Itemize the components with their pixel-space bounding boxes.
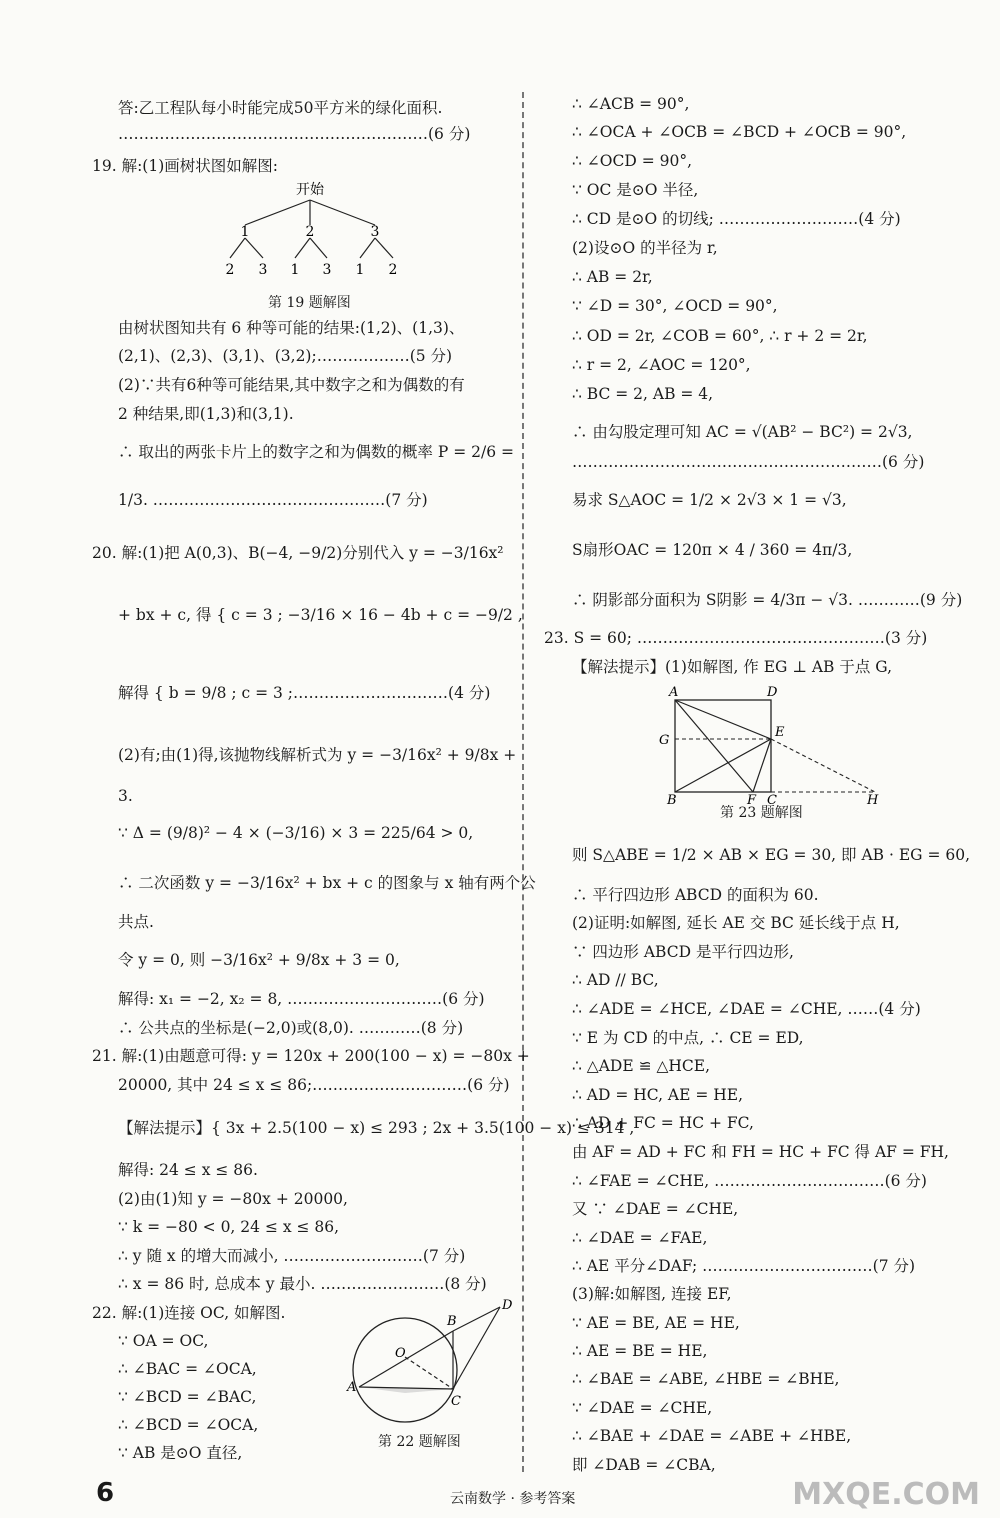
left-text-line: 3. xyxy=(118,787,133,805)
right-text-line: ……………………………………………………(6 分) xyxy=(572,453,925,471)
tree-diagram xyxy=(215,180,405,280)
tree-leaf: 2 xyxy=(388,262,398,278)
right-text-line: (3)解:如解图, 连接 EF, xyxy=(572,1285,732,1303)
right-text-line: ∴ ∠ADE = ∠HCE, ∠DAE = ∠CHE, ……(4 分) xyxy=(572,1000,921,1018)
left-text-line: ∴ 二次函数 y = −3/16x² + bx + c 的图象与 x 轴有两个公 xyxy=(118,874,536,892)
left-text-line: (2,1)、(2,3)、(3,1)、(3,2);………………(5 分) xyxy=(118,347,453,365)
left-text-line: ∴ ∠BCD = ∠OCA, xyxy=(118,1416,259,1434)
left-text-line: 共点. xyxy=(118,913,154,931)
left-text-line: 由树状图知共有 6 种等可能的结果:(1,2)、(1,3)、 xyxy=(118,319,465,337)
tree-node: 2 xyxy=(305,224,315,240)
right-text-line: ∵ ∠D = 30°, ∠OCD = 90°, xyxy=(572,297,778,315)
left-text-line: 21. 解:(1)由题意可得: y = 120x + 200(100 − x) = −80x + xyxy=(92,1047,530,1065)
left-text-line: 解得: 24 ≤ x ≤ 86. xyxy=(118,1161,258,1179)
right-text-line: ∴ ∠BAE = ∠ABE, ∠HBE = ∠BHE, xyxy=(572,1370,840,1388)
footer-title: 云南数学 · 参考答案 xyxy=(450,1491,576,1507)
tree-leaf: 3 xyxy=(258,262,268,278)
tree-root: 开始 xyxy=(296,182,324,198)
right-text-line: ∴ ∠BAE + ∠DAE = ∠ABE + ∠HBE, xyxy=(572,1427,852,1445)
right-text-line: ∴ AD = HC, AE = HE, xyxy=(572,1086,744,1104)
right-text-line: ∴ BC = 2, AB = 4, xyxy=(572,385,714,403)
left-text-line: 22. 解:(1)连接 OC, 如解图. xyxy=(92,1304,286,1322)
tree-node: 3 xyxy=(370,224,380,240)
left-text-line: 1/3. ………………………………………(7 分) xyxy=(118,491,428,509)
tree-node: 1 xyxy=(240,224,250,240)
right-text-line: ∴ 由勾股定理可知 AC = √(AB² − BC²) = 2√3, xyxy=(572,423,913,441)
left-text-line: ∵ AB 是⊙O 直径, xyxy=(118,1444,243,1462)
fig22-label: B xyxy=(447,1314,457,1329)
right-text-line: ∵ 四边形 ABCD 是平行四边形, xyxy=(572,943,794,961)
right-text-line: ∴ ∠ACB = 90°, xyxy=(572,95,690,113)
fig19-caption: 第 19 题解图 xyxy=(268,295,351,311)
right-text-line: ∵ OC 是⊙O 半径, xyxy=(572,181,699,199)
left-text-line: 20000, 其中 24 ≤ x ≤ 86;…………………………(6 分) xyxy=(118,1076,510,1094)
left-text-line: ∴ ∠BAC = ∠OCA, xyxy=(118,1360,257,1378)
left-text-line: ∴ 公共点的坐标是(−2,0)或(8,0). …………(8 分) xyxy=(118,1019,464,1037)
right-text-line: ∵ ∠DAE = ∠CHE, xyxy=(572,1399,713,1417)
right-text-line: ∴ 阴影部分面积为 S阴影 = 4/3π − √3. …………(9 分) xyxy=(572,591,963,609)
parallelogram-figure xyxy=(655,684,890,808)
left-text-line: (2)由(1)知 y = −80x + 20000, xyxy=(118,1190,348,1208)
left-text-line: ∴ 取出的两张卡片上的数字之和为偶数的概率 P = 2/6 = xyxy=(118,443,514,461)
left-text-line: ∵ OA = OC, xyxy=(118,1332,209,1350)
fig23-label: F xyxy=(747,793,757,808)
fig23-caption: 第 23 题解图 xyxy=(720,805,803,821)
right-text-line: ∴ OD = 2r, ∠COB = 60°, ∴ r + 2 = 2r, xyxy=(572,327,868,345)
fig22-label: O xyxy=(395,1346,406,1361)
right-text-line: (2)证明:如解图, 延长 AE 交 BC 延长线于点 H, xyxy=(572,914,900,932)
fig23-label: D xyxy=(767,685,778,700)
right-text-line: ∵ AE = BE, AE = HE, xyxy=(572,1314,740,1332)
tree-leaf: 3 xyxy=(322,262,332,278)
left-text-line: 答:乙工程队每小时能完成50平方米的绿化面积. xyxy=(118,99,443,117)
right-text-line: 由 AF = AD + FC 和 FH = HC + FC 得 AF = FH, xyxy=(572,1143,949,1161)
right-text-line: 【解法提示】(1)如解图, 作 EG ⊥ AB 于点 G, xyxy=(572,658,893,676)
fig22-label: D xyxy=(502,1298,513,1313)
fig23-label: G xyxy=(659,733,670,748)
circle-figure xyxy=(345,1295,520,1435)
left-text-line: 20. 解:(1)把 A(0,3)、B(−4, −9/2)分别代入 y = −3/16x² xyxy=(92,544,504,562)
right-text-line: 则 S△ABE = 1/2 × AB × EG = 30, 即 AB · EG = 60, xyxy=(572,846,971,864)
fig22-caption: 第 22 题解图 xyxy=(378,1434,461,1450)
watermark-logo: MXQE.COM xyxy=(792,1477,980,1512)
right-text-line: ∴ AD // BC, xyxy=(572,971,659,989)
right-text-line: ∴ AB = 2r, xyxy=(572,268,653,286)
left-text-line: 解得: x₁ = −2, x₂ = 8, …………………………(6 分) xyxy=(118,990,485,1008)
left-text-line: ∴ x = 86 时, 总成本 y 最小. ……………………(8 分) xyxy=(118,1275,487,1293)
right-text-line: ∴ △ADE ≌ △HCE, xyxy=(572,1057,711,1075)
fig22-label: A xyxy=(347,1380,357,1395)
right-text-line: ∴ ∠OCA + ∠OCB = ∠BCD + ∠OCB = 90°, xyxy=(572,123,907,141)
tree-leaf: 1 xyxy=(290,262,300,278)
fig23-label: H xyxy=(867,793,879,808)
right-text-line: 又 ∵ ∠DAE = ∠CHE, xyxy=(572,1200,739,1218)
left-text-line: ∵ Δ = (9/8)² − 4 × (−3/16) × 3 = 225/64 > 0, xyxy=(118,824,474,842)
right-text-line: ∴ ∠OCD = 90°, xyxy=(572,152,693,170)
right-text-line: ∴ AE 平分∠DAF; ……………………………(7 分) xyxy=(572,1257,916,1275)
left-text-line: ∵ k = −80 < 0, 24 ≤ x ≤ 86, xyxy=(118,1218,340,1236)
fig23-label: B xyxy=(667,793,677,808)
right-text-line: 23. S = 60; …………………………………………(3 分) xyxy=(544,629,928,647)
left-text-line: ∴ y 随 x 的增大而减小, ………………………(7 分) xyxy=(118,1247,466,1265)
right-text-line: 即 ∠DAB = ∠CBA, xyxy=(572,1456,716,1474)
left-text-line: 令 y = 0, 则 −3/16x² + 9/8x + 3 = 0, xyxy=(118,951,400,969)
fig23-label: C xyxy=(767,793,777,808)
right-text-line: 易求 S△AOC = 1/2 × 2√3 × 1 = √3, xyxy=(572,491,847,509)
left-text-line: ∵ ∠BCD = ∠BAC, xyxy=(118,1388,257,1406)
left-text-line: 【解法提示】{ 3x + 2.5(100 − x) ≤ 293 ; 2x + 3.5(100 − x) ≤ 314 , xyxy=(118,1119,635,1137)
right-text-line: ∵ E 为 CD 的中点, ∴ CE = ED, xyxy=(572,1029,804,1047)
left-text-line: 解得 { b = 9/8 ; c = 3 ;…………………………(4 分) xyxy=(118,684,491,702)
right-text-line: ∴ CD 是⊙O 的切线; ………………………(4 分) xyxy=(572,210,901,228)
right-text-line: ∴ ∠FAE = ∠CHE, ……………………………(6 分) xyxy=(572,1172,927,1190)
fig22-label: C xyxy=(451,1394,461,1409)
left-text-line: (2)∵共有6种等可能结果,其中数字之和为偶数的有 xyxy=(118,376,465,394)
left-text-line: ……………………………………………………(6 分) xyxy=(118,125,471,143)
tree-leaf: 1 xyxy=(355,262,365,278)
left-text-line: 19. 解:(1)画树状图如解图: xyxy=(92,157,278,175)
tree-leaf: 2 xyxy=(225,262,235,278)
left-text-line: (2)有;由(1)得,该抛物线解析式为 y = −3/16x² + 9/8x + xyxy=(118,746,517,764)
right-text-line: ∴ AE = BE = HE, xyxy=(572,1342,708,1360)
page-number: 6 xyxy=(96,1478,115,1508)
left-text-line: 2 种结果,即(1,3)和(3,1). xyxy=(118,405,294,423)
right-text-line: S扇形OAC = 120π × 4 / 360 = 4π/3, xyxy=(572,541,853,559)
fig23-label: A xyxy=(669,685,679,700)
right-text-line: ∴ 平行四边形 ABCD 的面积为 60. xyxy=(572,886,819,904)
right-text-line: ∴ r = 2, ∠AOC = 120°, xyxy=(572,356,751,374)
right-text-line: (2)设⊙O 的半径为 r, xyxy=(572,239,718,257)
left-text-line: + bx + c, 得 { c = 3 ; −3/16 × 16 − 4b + c = −9/2 , xyxy=(118,606,523,624)
column-divider xyxy=(522,92,524,1472)
fig23-label: E xyxy=(775,725,785,740)
right-text-line: ∴ ∠DAE = ∠FAE, xyxy=(572,1229,708,1247)
right-text-line: ∴ AD + FC = HC + FC, xyxy=(572,1114,754,1132)
